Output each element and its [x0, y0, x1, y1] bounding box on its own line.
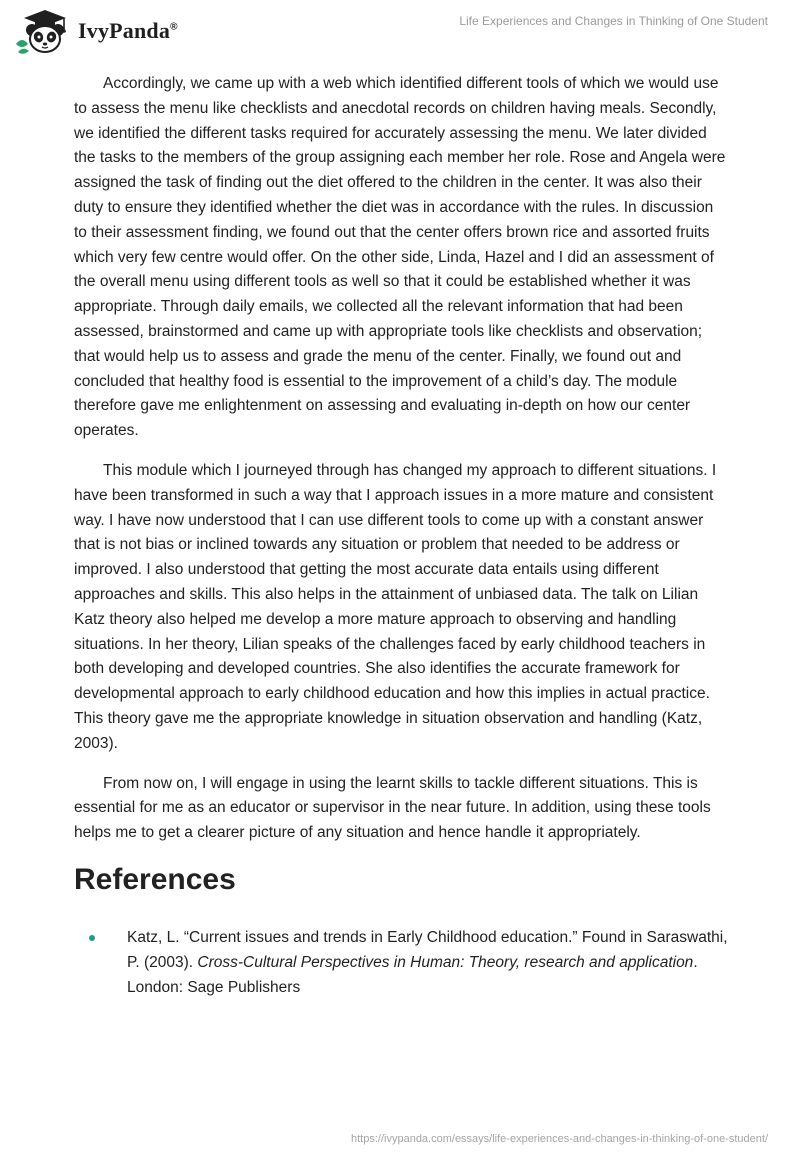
registered-mark: ®: [170, 21, 178, 33]
reference-text: Katz, L. “Current issues and trends in Early Childhood education.” Found in Saraswathi, P. (2003).: [127, 928, 728, 971]
references-list: [74, 926, 730, 1000]
source-url[interactable]: https://ivypanda.com/essays/life-experiences-and-changes-in-thinking-of-one-student/: [351, 1133, 768, 1145]
reference-publisher: . London: Sage Publishers: [127, 953, 698, 996]
ivypanda-logo[interactable]: [14, 8, 178, 54]
document-title: Life Experiences and Changes in Thinking of One Student: [459, 14, 768, 28]
body-paragraph: This module which I journeyed through has changed my approach to different situations. I have been transformed in such a way that I approach issues in a more mature and consistent way. I have now understood that I can use different tools to come up with a constant answer that is not bias or inclined towards any situation or problem that needed to be address or improved. I also understood that getting the most accurate data entails using different approaches and skills. This also helps in the attainment of unbiased data. The talk on Lilian Katz theory also helped me develop a more mature approach to observing and handling situations. In her theory, Lilian speaks of the challenges faced by early childhood teachers in both developing and developed countries. She also identifies the accurate framework for developmental approach to early childhood education and how this implies in actual practice. This theory gave me the appropriate knowledge in situation observation and handling (Katz, 2003).: [74, 461, 717, 752]
brand-name: IvyPanda®: [78, 18, 178, 43]
body-paragraph: From now on, I will engage in using the learnt skills to tackle different situations. This is essential for me as an educator or supervisor in the near future. In addition, using these tools helps me to get a clearer picture of any situation and hence handle it appropriately.: [74, 774, 711, 842]
essay-content: [74, 72, 730, 1000]
bullet-dot-icon: [89, 935, 95, 941]
body-paragraph: Accordingly, we came up with a web which identified different tools of which we would use to assess the menu like checklists and anecdotal records on children having meals. Secondly, we identified the different tasks required for accurately assessing the menu. We later divided the tasks to the members of the group assigning each member her role. Rose and Angela were assigned the task of finding out the diet offered to the children in the center. It was also their duty to ensure they identified whether the diet was in accordance with the rules. In discussion to their assessment finding, we found out that the center offers brown rice and assorted fruits which very few centre would offer. On the other side, Linda, Hazel and I did an assessment of the overall menu using different tools as well so that it could be established whether it was appropriate. Through daily emails, we collected all the relevant information that had been assessed, brainstormed and came up with appropriate tools like checklists and observation; that would help us to assess and grade the menu of the center. Finally, we found out and concluded that healthy food is essential to the improvement of a child’s day. The module therefore gave me enlightenment on assessing and evaluating in-depth on how our center operates.: [74, 75, 726, 440]
references-heading: References: [74, 862, 236, 896]
panda-graduate-icon: [14, 8, 76, 54]
page-header: [0, 0, 800, 70]
reference-item: [74, 926, 730, 1000]
reference-book-title: Cross-Cultural Perspectives in Human: Theory, research and application: [197, 953, 694, 971]
